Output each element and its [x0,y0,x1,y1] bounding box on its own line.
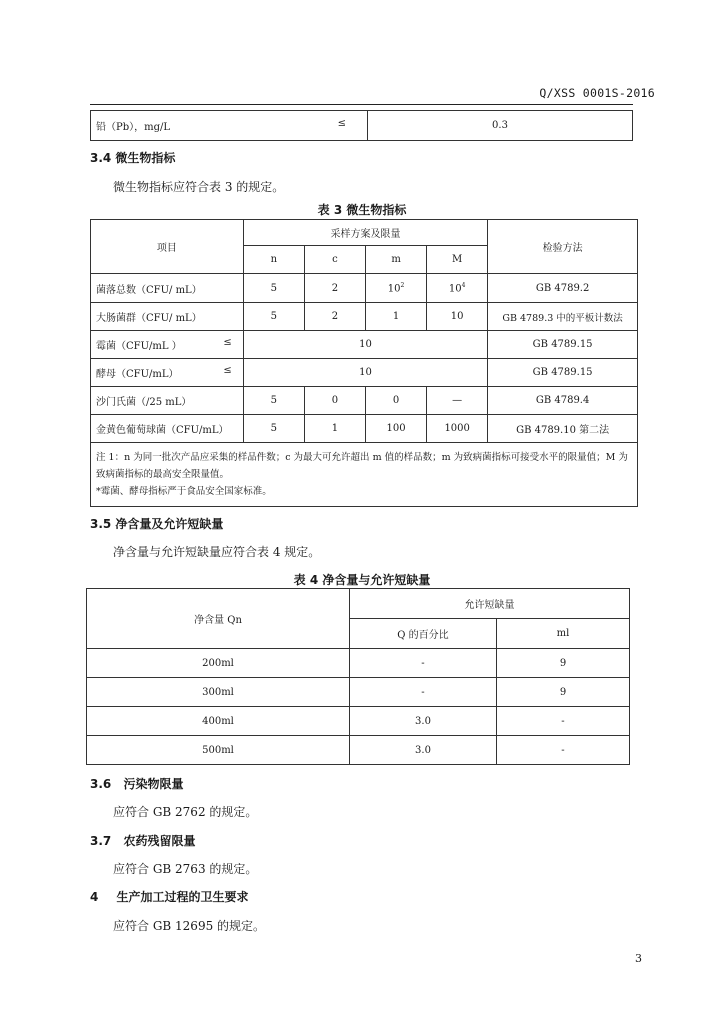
section-3-7-text: 应符合 GB 2763 的规定。 [113,862,258,876]
t4-r3-pct: 3.0 [350,736,497,765]
lead-label-cell [91,111,368,141]
t3-r0-item: 菌落总数（CFU/ mL） [91,274,244,303]
section-4-title: 生产加工过程的卫生要求 [116,890,249,904]
section-3-6-text: 应符合 GB 2762 的规定。 [113,805,258,819]
t3-r5-n: 5 [243,415,304,443]
table4 [86,588,630,765]
t3-r1-M: 10 [427,303,488,331]
t3-r2-method: GB 4789.15 [488,331,638,359]
t4-r0-ml: 9 [497,649,630,678]
t3-r0-m [366,274,427,303]
t3-r1-method: GB 4789.3 中的平板计数法 [488,303,638,331]
table3-head-c: c [304,246,365,274]
t3-r3-item: 酵母（CFU/mL） [96,369,179,380]
t3-r5-method: GB 4789.10 第二法 [488,415,638,443]
section-3-6-number: 3.6 [90,777,112,791]
t4-r1-pct: - [350,678,497,707]
t3-r3-merged: 10 [243,359,487,387]
table3 [90,219,638,507]
t3-r2-symbol: ≤ [223,337,232,348]
t3-r1-n: 5 [243,303,304,331]
t3-r4-item: 沙门氏菌（/25 mL） [91,387,244,415]
table-row [91,387,638,415]
page-number: 3 [635,952,642,965]
t3-r0-m-exp: 2 [400,281,405,289]
table4-head-ml: ml [497,619,630,649]
t3-r4-M: — [427,387,488,415]
table-row [87,649,630,678]
t3-r1-c: 2 [304,303,365,331]
table3-caption: 表 3 微生物指标 [317,203,407,217]
table3-note-1: 注 1：n 为同一批次产品应采集的样品件数；c 为最大可允许超出 m 值的样品数；m 为致病菌指标可接受水平的限量值；M 为致病菌指标的最高安全限量值。 [96,452,628,480]
table3-head-method: 检验方法 [488,220,638,274]
t3-r2-item-cell [91,331,244,359]
section-3-4-title: 3.4 微生物指标 [90,151,176,165]
t3-r2-item: 霉菌（CFU/mL ） [96,341,182,352]
table4-head-qn: 净含量 Qn [87,589,350,649]
table3-head-M: M [427,246,488,274]
section-3-5-text: 净含量与允许短缺量应符合表 4 规定。 [113,545,321,559]
lead-table [90,110,633,141]
t3-r1-item: 大肠菌群（CFU/ mL） [91,303,244,331]
lead-label: 铅（Pb），mg/L [96,122,171,133]
section-3-6-title-row [90,775,183,792]
section-3-4-text: 微生物指标应符合表 3 的规定。 [113,180,285,194]
table3-head-m: m [366,246,427,274]
t3-r4-n: 5 [243,387,304,415]
table3-head-plan: 采样方案及限量 [243,220,487,246]
t4-r2-qn: 400ml [87,707,350,736]
table4-caption: 表 4 净含量与允许短缺量 [293,573,431,587]
t3-r0-M-base: 10 [448,283,462,295]
t3-r2-merged: 10 [243,331,487,359]
t4-r1-ml: 9 [497,678,630,707]
t3-r3-item-cell [91,359,244,387]
t3-r4-m: 0 [366,387,427,415]
table-row [87,707,630,736]
table3-head-n: n [243,246,304,274]
t3-r0-M [427,274,488,303]
t3-r3-symbol: ≤ [223,365,232,376]
section-3-6-title: 污染物限量 [123,777,184,791]
table-row [87,736,630,765]
table-row [87,678,630,707]
t4-r3-ml: - [497,736,630,765]
t4-r2-pct: 3.0 [350,707,497,736]
table3-notes [91,443,638,507]
table3-note-2: *霉菌、酵母指标严于食品安全国家标准。 [96,486,272,497]
t3-r1-m: 1 [366,303,427,331]
t4-r3-qn: 500ml [87,736,350,765]
t4-r2-ml: - [497,707,630,736]
t3-r3-method: GB 4789.15 [488,359,638,387]
t3-r0-method: GB 4789.2 [488,274,638,303]
t4-r1-qn: 300ml [87,678,350,707]
section-4-title-row [90,888,249,905]
t4-r0-pct: - [350,649,497,678]
section-4-text: 应符合 GB 12695 的规定。 [113,919,266,933]
section-4-number: 4 [90,890,99,904]
section-3-7-number: 3.7 [90,834,112,848]
t4-r0-qn: 200ml [87,649,350,678]
t3-r0-m-base: 10 [387,283,401,295]
section-3-5-title: 3.5 净含量及允许短缺量 [90,517,224,531]
t3-r5-c: 1 [304,415,365,443]
table3-head-item: 项目 [91,220,244,274]
table-row [91,415,638,443]
standard-code: Q/XSS 0001S-2016 [539,86,655,100]
table-row [91,331,638,359]
header-rule [90,104,633,105]
t3-r5-item: 金黄色葡萄球菌（CFU/mL） [91,415,244,443]
table-row [91,303,638,331]
table-row [91,359,638,387]
table4-head-pct: Q 的百分比 [350,619,497,649]
t3-r0-c: 2 [304,274,365,303]
section-3-7-title-row [90,832,195,849]
table4-head-allow: 允许短缺量 [350,589,630,619]
lead-value: 0.3 [368,111,633,141]
t3-r5-m: 100 [366,415,427,443]
t3-r4-method: GB 4789.4 [488,387,638,415]
table-row [91,274,638,303]
t3-r5-M: 1000 [427,415,488,443]
t3-r0-M-exp: 4 [461,281,466,289]
t3-r0-n: 5 [243,274,304,303]
t3-r4-c: 0 [304,387,365,415]
section-3-7-title: 农药残留限量 [123,834,196,848]
lead-symbol: ≤ [337,118,346,129]
